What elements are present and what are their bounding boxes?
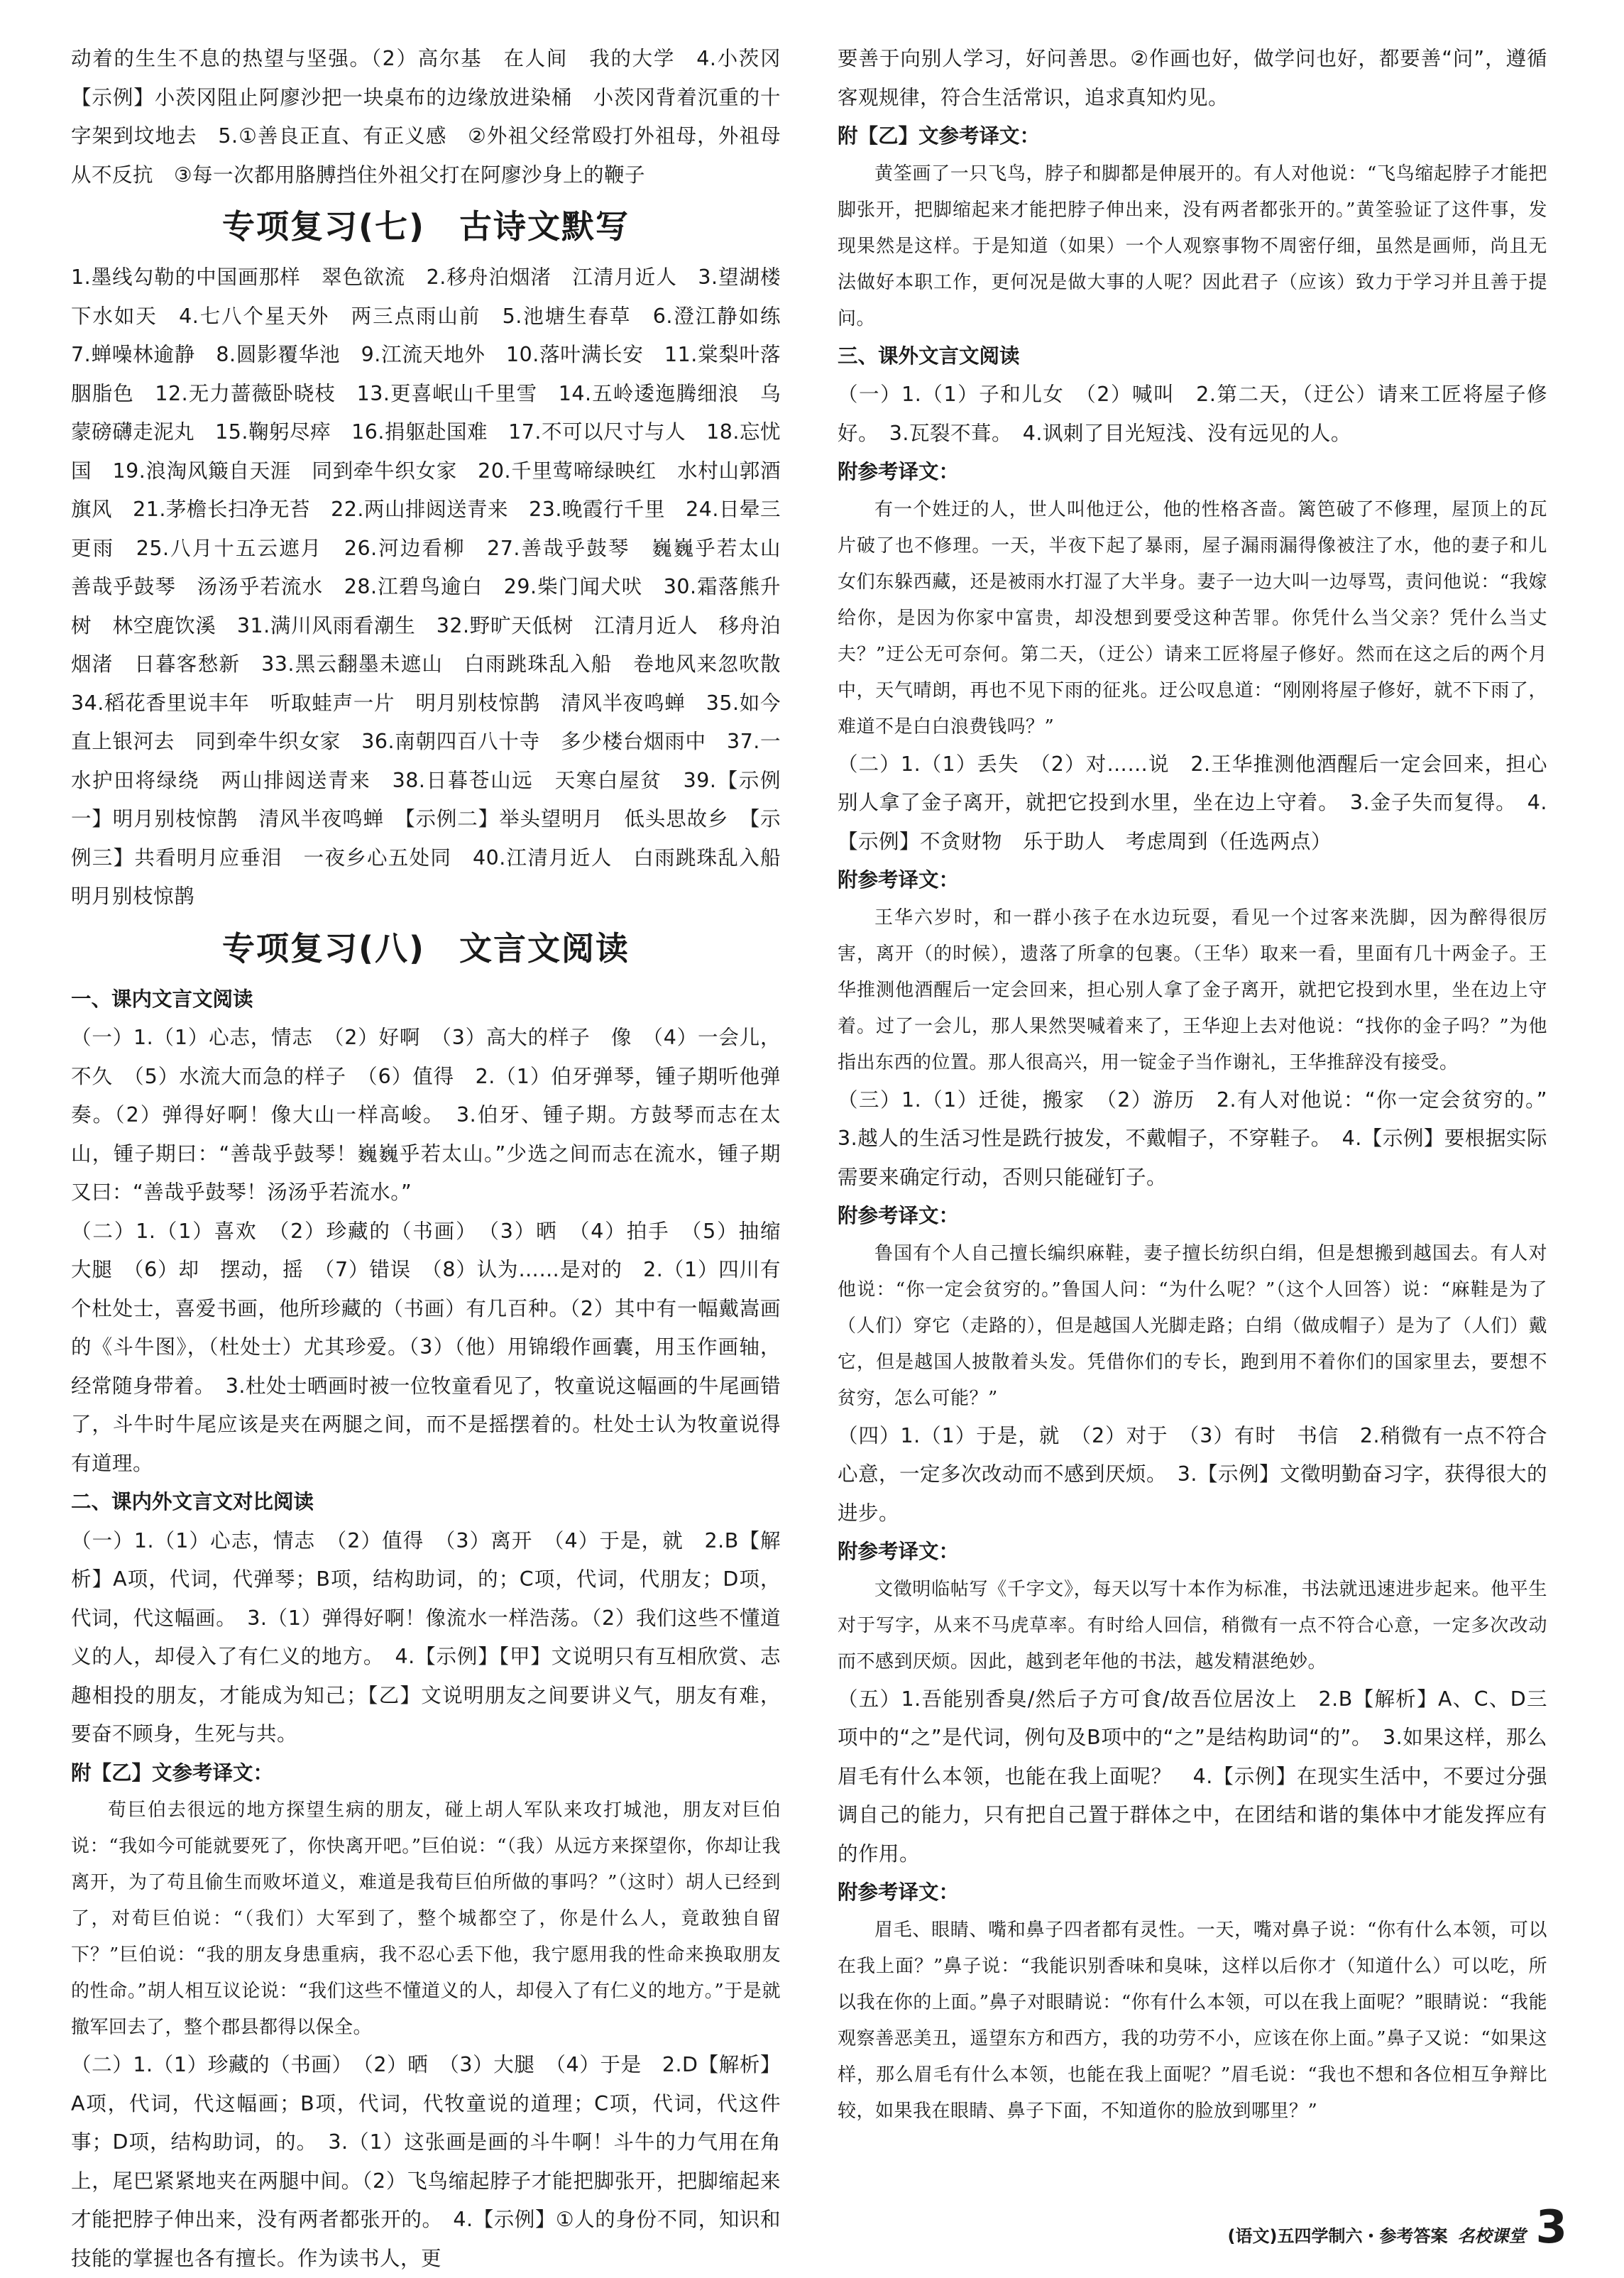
answer-paragraph: 动着的生生不息的热望与坚强。（2）高尔基 在人间 我的大学 4.小茨冈 【示例】小茨冈阻止阿廖沙把一块桌布的边缘放进染桶 小茨冈背着沉重的十字架到坟地去 5.①善良正直、有正义感 ②外祖父经常殴打外祖母，外祖母从不反抗 ③每一次都用胳膊挡住外祖父打在阿廖沙身上的鞭子 — [71, 47, 802, 187]
page-footer — [1227, 2201, 1567, 2254]
translation-label: 附【乙】文参考译文： — [838, 124, 1041, 148]
left-column — [71, 40, 802, 2278]
answer-paragraph: （一）1.（1）子和儿女 （2）喊叫 2.第二天，（迂公）请来工匠将屋子修好。 3.瓦裂不葺。 4.讽刺了目光短浅、没有远见的人。 — [838, 383, 1547, 445]
brand-logo-text: 名校课堂 — [1457, 2226, 1526, 2246]
section-heading-7: 专项复习(七) 古诗文默写 — [221, 207, 630, 246]
subsection-heading: 一、课内文言文阅读 — [71, 987, 253, 1011]
page-number: 3 — [1535, 2201, 1567, 2254]
translation-label: 附参考译文： — [838, 1540, 960, 1563]
translation-label: 附参考译文： — [838, 868, 960, 892]
right-column — [838, 40, 1569, 2130]
translation-label: 附参考译文： — [838, 460, 960, 483]
translation-label: 附参考译文： — [838, 1880, 960, 1904]
translation-text: 荀巨伯去很远的地方探望生病的朋友，碰上胡人军队来攻打城池，朋友对巨伯说：“我如今可能就要死了，你快离开吧。”巨伯说：“（我）从远方来探望你，你却让我离开，为了苟且偷生而败坏道义，难道是我荀巨伯所做的事吗？”（这时）胡人已经到了，对荀巨伯说：“（我们）大军到了，整个城都空了，你是什么人，竟敢独自留下？”巨伯说：“我的朋友身患重病，我不忍心丢下他，我宁愿用我的性命来换取朋友的性命。”胡人相互议论说：“我们这些不懂道义的人，却侵入了有仁义的地方。”于是就撤军回去了，整个郡县都得以保全。 — [71, 1800, 781, 2038]
answer-paragraph: 要善于向别人学习，好问善思。②作画也好，做学问也好，都要善“问”，遵循客观规律，符合生活常识，追求真知灼见。 — [838, 47, 1547, 109]
answer-paragraph: （五）1.吾能别香臭/然后子方可食/故吾位居汝上 2.B【解析】A、C、D三项中的“之”是代词，例句及B项中的“之”是结构助词“的”。 3.如果这样，那么眉毛有什么本领，也能在我上面呢？ 4.【示例】在现实生活中，不要过分强调自己的能力，只有把自己置于群体之中，在团结和谐的集体中才能发挥应有的作用。 — [838, 1687, 1547, 1866]
subsection-heading: 二、课内外文言文对比阅读 — [71, 1490, 314, 1513]
answer-paragraph: （二）1.（1）丢失 （2）对……说 2.王华推测他酒醒后一定会回来，担心别人拿了金子离开，就把它投到水里，坐在边上守着。 3.金子失而复得。 4.【示例】不贪财物 乐于助人 考虑周到（任选两点） — [838, 752, 1547, 853]
answer-paragraph: 1.墨线勾勒的中国画那样 翠色欲流 2.移舟泊烟渚 江清月近人 3.望湖楼下水如天 4.七八个星天外 两三点雨山前 5.池塘生春草 6.澄江静如练 7.蝉噪林逾静 8.圆影覆华池 9.江流天地外 10.落叶满长安 11.棠梨叶落胭脂色 12.无力蔷薇卧晓枝 13.更喜岷山千里雪 14.五岭逶迤腾细浪 乌蒙磅礴走泥丸 15.鞠躬尽瘁 16.捐躯赴国难 17.不可以尺寸与人 18.忘忧国 19.浪淘风簸自天涯 同到牵牛织女家 20.千里莺啼绿映红 水村山郭酒旗风 21.茅檐长扫净无苔 22.两山排闼送青来 23.晚霞行千里 24.日晕三更雨 25.八月十五云遮月 26.河边看柳 27.善哉乎鼓琴 巍巍乎若太山 善哉乎鼓琴 汤汤乎若流水 28.江碧鸟逾白 29.柴门闻犬吠 30.霜落熊升树 林空鹿饮溪 31.满川风雨看潮生 32.野旷天低树 江清月近人 移舟泊烟渚 日暮客愁新 33.黑云翻墨未遮山 白雨跳珠乱入船 卷地风来忽吹散 34.稻花香里说丰年 听取蛙声一片 明月别枝惊鹊 清风半夜鸣蝉 35.如今直上银河去 同到牵牛织女家 36.南朝四百八十寺 多少楼台烟雨中 37.一水护田将绿绕 两山排闼送青来 38.日暮苍山远 天寒白屋贫 39.【示例一】明月别枝惊鹊 清风半夜鸣蝉 【示例二】举头望明月 低头思故乡 【示例三】共看明月应垂泪 一夜乡心五处同 40.江清月近人 白雨跳珠乱入船 明月别枝惊鹊 — [71, 265, 802, 908]
subsection-heading: 三、课外文言文阅读 — [838, 344, 1020, 368]
translation-label: 附【乙】文参考译文： — [71, 1760, 274, 1785]
translation-text: 眉毛、眼睛、嘴和鼻子四者都有灵性。一天，嘴对鼻子说：“你有什么本领，可以在我上面？”鼻子说：“我能识别香味和臭味，这样以后你才（知道什么）可以吃，所以我在你的上面。”鼻子对眼睛说：“你有什么本领，可以在我上面呢？”眼睛说：“我能观察善恶美丑，遥望东方和西方，我的功劳不小，应该在你上面。”鼻子又说：“如果这样，那么眉毛有什么本领，也能在我上面呢？”眉毛说：“我也不想和各位相互争辩比较，如果我在眼睛、鼻子下面，不知道你的脸放到哪里？” — [838, 1919, 1547, 2122]
answer-paragraph: （三）1.（1）迁徙，搬家 （2）游历 2.有人对他说：“你一定会贫穷的。” 3.越人的生活习性是跣行披发，不戴帽子，不穿鞋子。 4.【示例】要根据实际需要来确定行动，否则只能碰钉子。 — [838, 1088, 1569, 1189]
translation-text: 黄筌画了一只飞鸟，脖子和脚都是伸展开的。有人对他说：“飞鸟缩起脖子才能把脚张开，把脚缩起来才能把脖子伸出来，没有两者都张开的。”黄筌验证了这件事，发现果然是这样。于是知道（如果）一个人观察事物不周密仔细，虽然是画师，尚且无法做好本职工作，更何况是做大事的人呢？因此君子（应该）致力于学习并且善于提问。 — [838, 163, 1547, 329]
translation-text: 文徵明临帖写《千字文》，每天以写十本作为标准，书法就迅速进步起来。他平生对于写字，从来不马虎草率。有时给人回信，稍微有一点不符合心意，一定多次改动而不感到厌烦。因此，越到老年他的书法，越发精湛绝妙。 — [838, 1578, 1547, 1672]
answer-paragraph: （四）1.（1）于是，就 （2）对于 （3）有时 书信 2.稍微有一点不符合心意，一定多次改动而不感到厌烦。 3.【示例】文徵明勤奋习字，获得很大的进步。 — [838, 1423, 1547, 1525]
translation-text: 王华六岁时，和一群小孩子在水边玩耍，看见一个过客来洗脚，因为醉得很厉害，离开（的时候），遗落了所拿的包裹。（王华）取来一看，里面有几十两金子。王华推测他酒醒后一定会回来，担心别人拿了金子离开，就把它投到水里，坐在边上守着。过了一会儿，那人果然哭喊着来了，王华迎上去对他说：“找你的金子吗？”为他指出东西的位置。那人很高兴，用一锭金子当作谢礼，王华推辞没有接受。 — [838, 907, 1547, 1073]
translation-label: 附参考译文： — [838, 1204, 960, 1227]
section-heading-8: 专项复习(八) 文言文阅读 — [221, 929, 630, 968]
answer-paragraph: （二）1.（1）珍藏的（书画） （2）晒 （3）大腿 （4）于是 2.D【解析】A项，代词，代这幅画；B项，代词，代牧童说的道理；C项，代词，代这件事；D项，结构助词，的。 3.（1）这张画是画的斗牛啊！斗牛的力气用在角上，尾巴紧紧地夹在两腿中间。（2）飞鸟缩起脖子才能把脚张开，把脚缩起来才能把脖子伸出来，没有两者都张开的。 4.【示例】①人的身份不同，知识和技能的掌握也各有擅长。作为读书人，更 — [71, 2053, 781, 2270]
translation-text: 鲁国有个人自己擅长编织麻鞋，妻子擅长纺织白绢，但是想搬到越国去。有人对他说：“你一定会贫穷的。”鲁国人问：“为什么呢？”（这个人回答）说：“麻鞋是为了（人们）穿它（走路的），但是越国人光脚走路；白绢（做成帽子）是为了（人们）戴它，但是越国人披散着头发。凭借你们的专长，跑到用不着你们的国家里去，要想不贫穷，怎么可能？” — [838, 1242, 1547, 1409]
answer-paragraph: （一）1.（1）心志，情志 （2）好啊 （3）高大的样子 像 （4）一会儿，不久 （5）水流大而急的样子 （6）值得 2.（1）伯牙弹琴，锺子期听他弹奏。（2）弹得好啊！像大山一样高峻。 3.伯牙、锺子期。方鼓琴而志在太山，锺子期曰：“善哉乎鼓琴！巍巍乎若太山。”少选之间而志在流水，锺子期又曰：“善哉乎鼓琴！汤汤乎若流水。” — [71, 1026, 781, 1204]
footer-text: (语文)五四学制六・参考答案 — [1227, 2226, 1448, 2246]
translation-text: 有一个姓迂的人，世人叫他迂公，他的性格吝啬。篱笆破了不修理，屋顶上的瓦片破了也不修理。一天，半夜下起了暴雨，屋子漏雨漏得像被注了水，他的妻子和儿女们东躲西藏，还是被雨水打湿了大半身。妻子一边大叫一边辱骂，责问他说：“我嫁给你，是因为你家中富贵，却没想到要受这种苦罪。你凭什么当父亲？凭什么当丈夫？”迂公无可奈何。第二天，（迂公）请来工匠将屋子修好。然而在这之后的两个月中，天气晴朗，再也不见下雨的征兆。迂公叹息道：“刚刚将屋子修好，就不下雨了，难道不是白白浪费钱吗？” — [838, 498, 1547, 738]
answer-paragraph: （二）1.（1）喜欢 （2）珍藏的（书画） （3）晒 （4）拍手 （5）抽缩 大腿 （6）却 摆动，摇 （7）错误 （8）认为……是对的 2.（1）四川有个杜处士，喜爱书画，他所珍藏的（书画）有几百种。（2）其中有一幅戴嵩画的《斗牛图》，（杜处士）尤其珍爱。（3）（他）用锦缎作画囊，用玉作画轴，经常随身带着。 3.杜处士晒画时被一位牧童看见了，牧童说这幅画的牛尾画错了，斗牛时牛尾应该是夹在两腿之间，而不是摇摆着的。杜处士认为牧童说得有道理。 — [71, 1219, 802, 1475]
answer-paragraph: （一）1.（1）心志，情志 （2）值得 （3）离开 （4）于是，就 2.B【解析】A项，代词，代弹琴；B项，结构助词，的；C项，代词，代朋友；D项，代词，代这幅画。 3.（1）弹得好啊！像流水一样浩荡。（2）我们这些不懂道义的人，却侵入了有仁义的地方。 4.【示例】【甲】文说明只有互相欣赏、志趣相投的朋友，才能成为知己；【乙】文说明朋友之间要讲义气，朋友有难，要奋不顾身，生死与共。 — [71, 1528, 781, 1746]
